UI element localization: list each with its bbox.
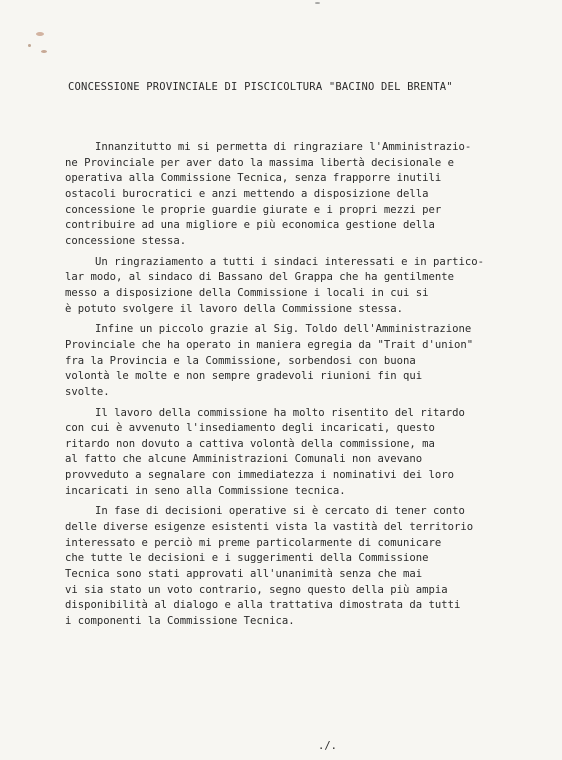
text-line: Infine un piccolo grazie al Sig. Toldo dell'Amministrazione xyxy=(95,323,472,336)
paragraph xyxy=(65,406,535,500)
text-line: concessione stessa. xyxy=(65,234,187,247)
text-line: messo a disposizione della Commissione i locali in cui si xyxy=(65,286,429,299)
ink-smudge xyxy=(315,2,320,4)
text-line: ne Provinciale per aver dato la massima libertà decisionale e xyxy=(65,156,455,169)
text-line: Un ringraziamento a tutti i sindaci interessati e in partico- xyxy=(95,255,485,268)
text-line: contribuire ad una migliore e più economica gestione della xyxy=(65,219,435,232)
ink-smudge xyxy=(41,50,47,53)
paragraph xyxy=(65,255,535,318)
text-line: disponibilità al dialogo e alla trattativa dimostrata da tutti xyxy=(65,599,461,612)
paragraph xyxy=(65,504,535,629)
text-line: In fase di decisioni operative si è cercato di tener conto xyxy=(95,505,465,518)
text-line: ritardo non dovuto a cattiva volontà della commissione, ma xyxy=(65,437,435,450)
text-line: ostacoli burocratici e anzi mettendo a disposizione della xyxy=(65,187,429,200)
text-line: delle diverse esigenze esistenti vista la vastità del territorio xyxy=(65,521,474,534)
ink-smudge xyxy=(36,32,44,36)
text-line: incaricati in seno alla Commissione tecnica. xyxy=(65,484,346,497)
text-line: concessione le proprie guardie giurate e i propri mezzi per xyxy=(65,203,442,216)
text-line: con cui è avvenuto l'insediamento degli incaricati, questo xyxy=(65,422,435,435)
text-line: operativa alla Commissione Tecnica, senza frapporre inutili xyxy=(65,172,442,185)
document-title: CONCESSIONE PROVINCIALE DI PISCICOLTURA "BACINO DEL BRENTA" xyxy=(68,81,453,93)
text-line: provveduto a segnalare con immediatezza i nominativi dei loro xyxy=(65,469,455,482)
text-line: interessato e perciò mi preme particolarmente di comunicare xyxy=(65,536,442,549)
text-line: che tutte le decisioni e i suggerimenti della Commissione xyxy=(65,552,429,565)
document-body xyxy=(65,140,535,635)
paragraph xyxy=(65,322,535,400)
ink-smudge xyxy=(28,44,31,47)
text-line: Il lavoro della commissione ha molto risentito del ritardo xyxy=(95,406,465,419)
text-line: Tecnica sono stati approvati all'unanimità senza che mai xyxy=(65,568,423,581)
text-line: i componenti la Commissione Tecnica. xyxy=(65,615,295,628)
page-continuation-mark: ./. xyxy=(318,740,337,752)
text-line: lar modo, al sindaco di Bassano del Grappa che ha gentilmente xyxy=(65,271,455,284)
text-line: vi sia stato un voto contrario, segno questo della più ampia xyxy=(65,583,448,596)
paragraph xyxy=(65,140,535,250)
text-line: al fatto che alcune Amministrazioni Comunali non avevano xyxy=(65,453,423,466)
text-line: fra la Provincia e la Commissione, sorbendosi con buona xyxy=(65,354,416,367)
text-line: è potuto svolgere il lavoro della Commissione stessa. xyxy=(65,302,404,315)
text-line: volontà le molte e non sempre gradevoli riunioni fin qui xyxy=(65,370,423,383)
text-line: Innanzitutto mi si permetta di ringraziare l'Amministrazio- xyxy=(95,141,472,153)
text-line: Provinciale che ha operato in maniera egregia da "Trait d'union" xyxy=(65,338,474,351)
text-line: svolte. xyxy=(65,385,110,398)
